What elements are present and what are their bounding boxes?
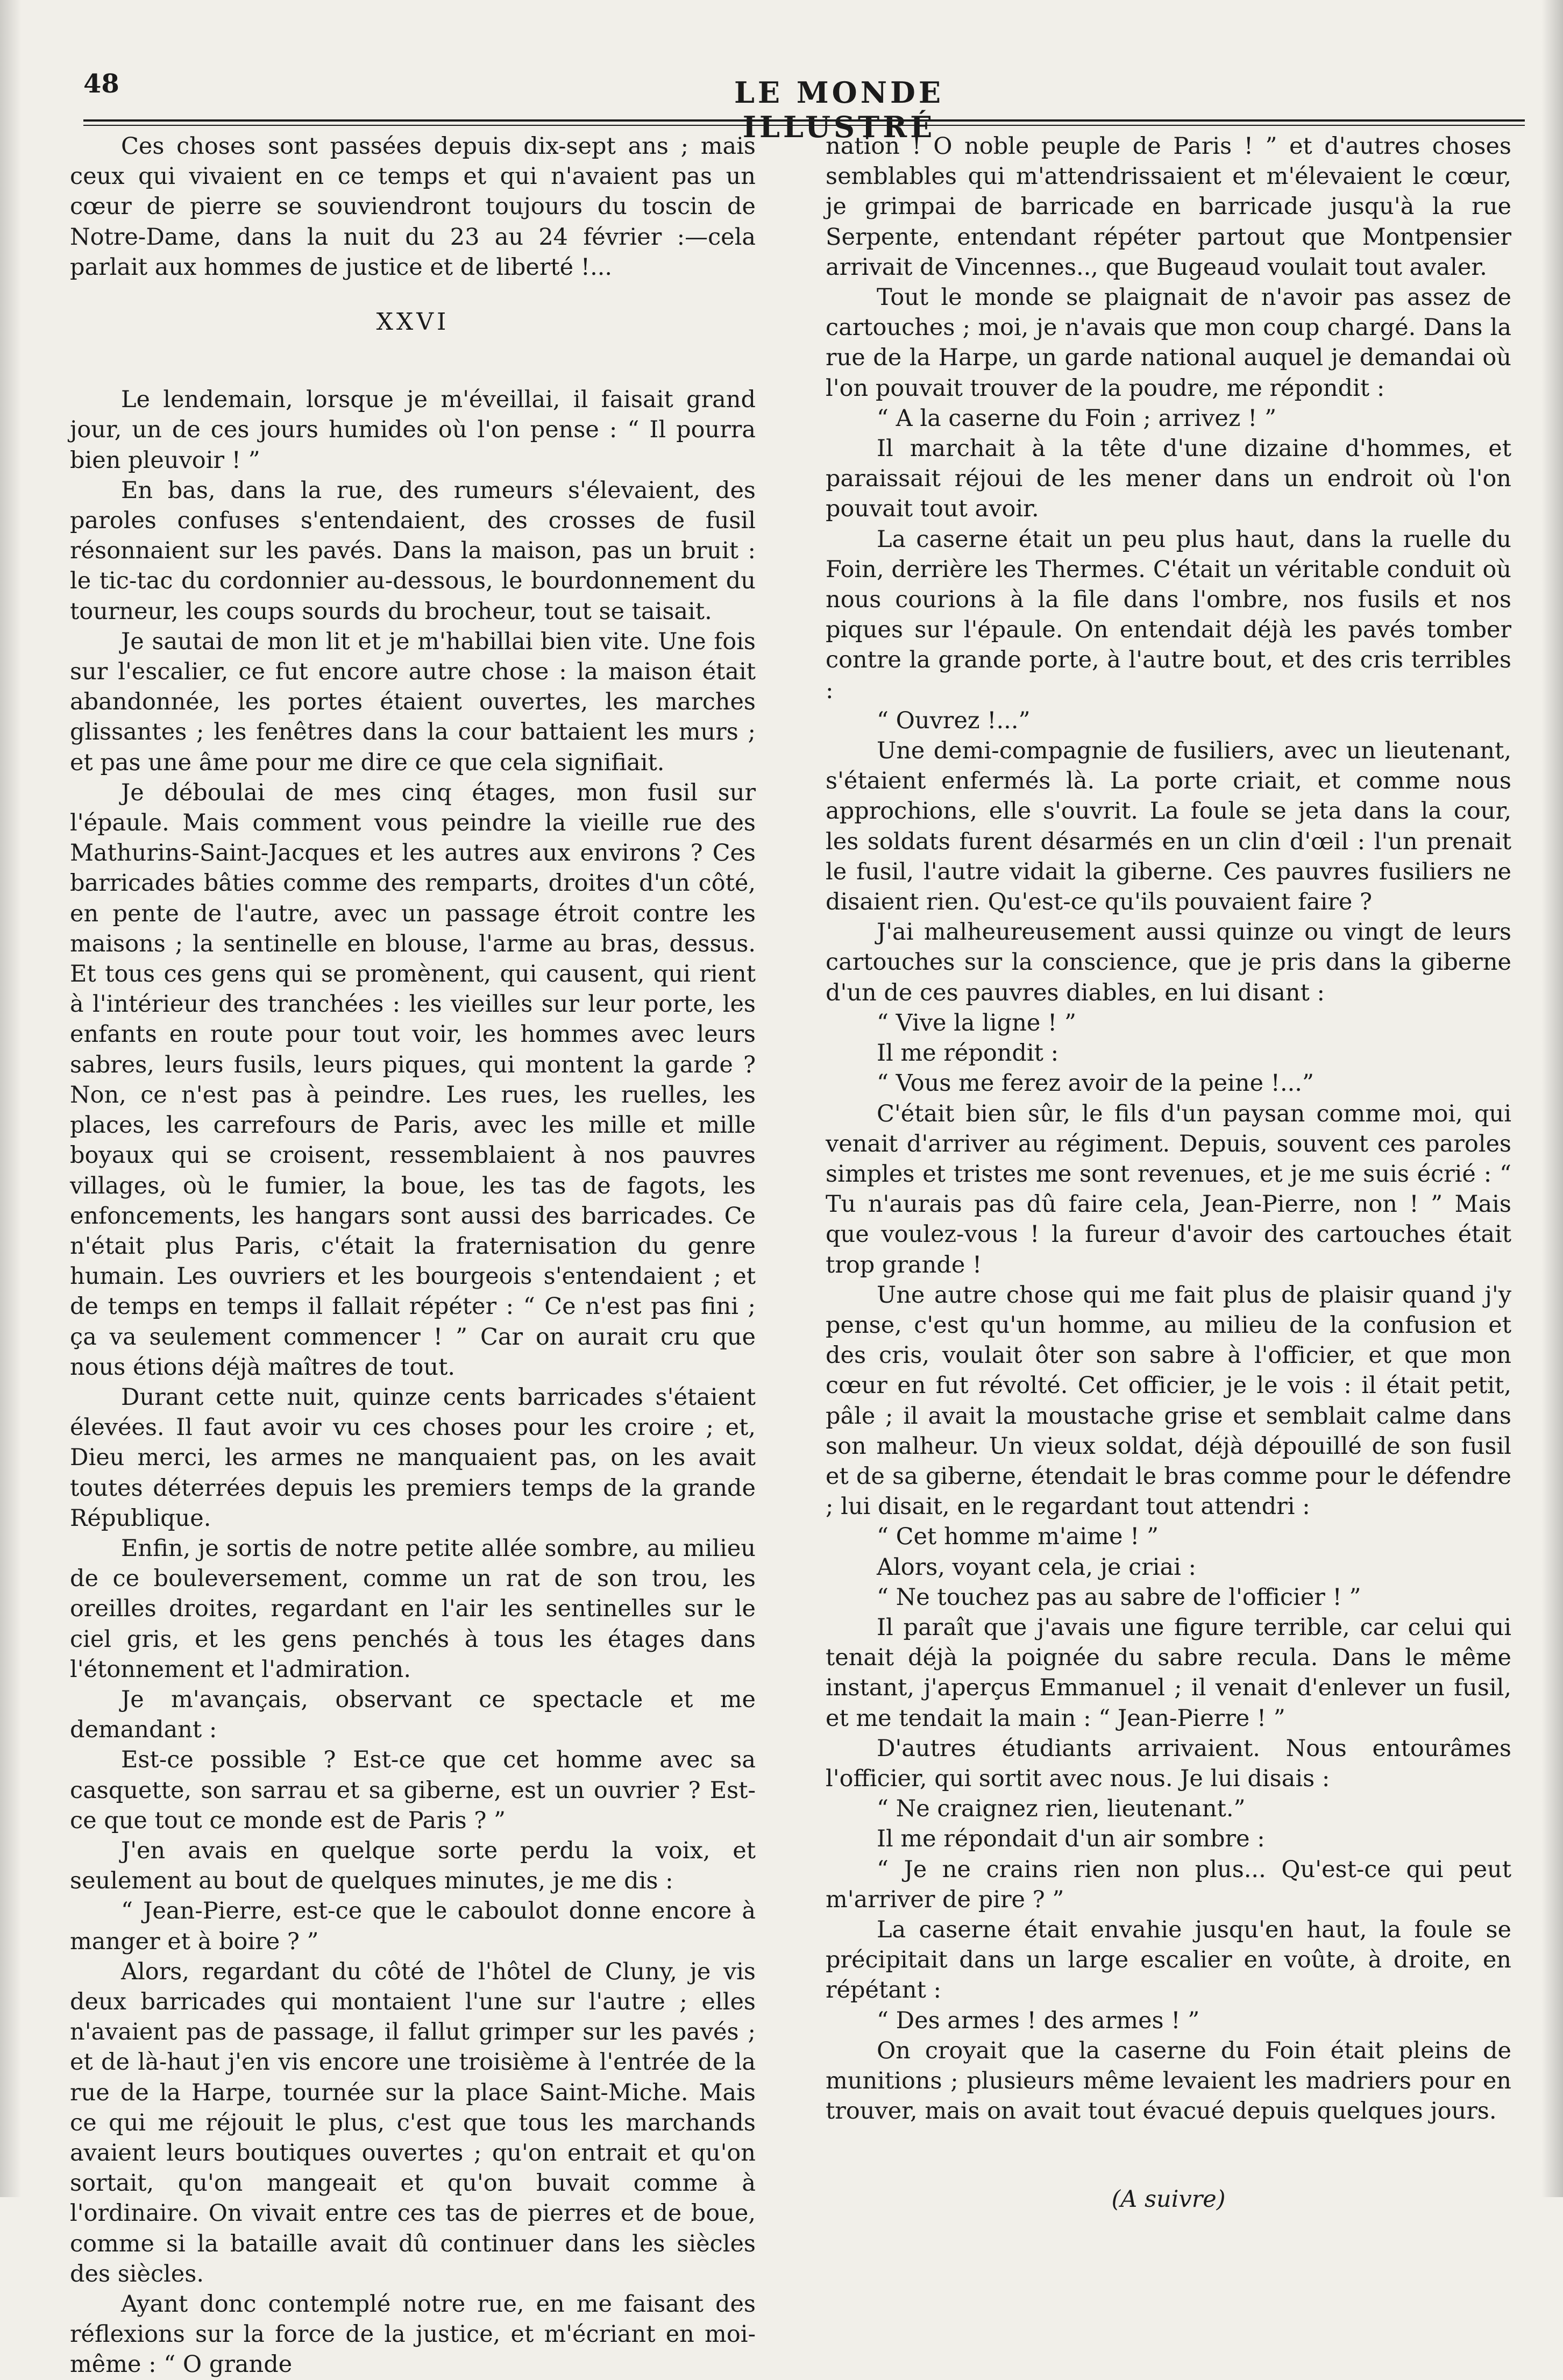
paragraph: “ Vive la ligne ! ” [877,1009,1076,1036]
paragraph: J'ai malheureusement aussi quinze ou vingt de leurs cartouches sur la conscience, que je pris dans la giberne d'un de ces pauvres diables, en lui disant : [826,919,1511,1006]
paragraph: Je m'avançais, observant ce spectacle et me demandant : [70,1686,756,1744]
paragraph: “ Cet homme m'aime ! ” [877,1523,1159,1551]
paragraph: Une demi-compagnie de fusiliers, avec un lieutenant, s'étaient enfermés là. La porte criait, et comme nous approchions, elle s'ouvrit. La foule se jeta dans la cour, les soldats furent désarmés en un clin d'œil : l'un prenait le fusil, l'autre vidait la giberne. Ces pauvres fusiliers ne disaient rien. Qu'est-ce qu'ils pouvaient faire ? [826,737,1511,916]
paragraph: Il paraît que j'avais une figure terrible, car celui qui tenait déjà la poignée du sabre recula. Dans le même instant, j'aperçus Emmanuel ; il venait d'enlever un fusil, et me tendait la main : “ Jean-Pierre ! ” [826,1614,1511,1732]
paragraph: nation ! O noble peuple de Paris ! ” et d'autres choses semblables qui m'attendrissaient et m'élevaient le cœur, je grimpai de barricade en barricade jusqu'à la rue Serpente, entendant répéter partout que Montpensier arrivait de Vincennes.., que Bugeaud voulait tout avaler. [826,133,1511,281]
header-rule [83,119,1525,122]
paragraph: D'autres étudiants arrivaient. Nous entourâmes l'officier, qui sortit avec nous. Je lui disais : [826,1735,1511,1792]
paragraph: “ Je ne crains rien non plus... Qu'est-ce qui peut m'arriver de pire ? ” [826,1856,1511,1913]
paragraph: Je sautai de mon lit et je m'habillai bien vite. Une fois sur l'escalier, ce fut encore autre chose : la maison était abandonnée, les portes étaient ouvertes, les marches glissantes ; les fenêtres dans la cour battaient les murs ; et pas une âme pour me dire ce que cela signifiait. [70,628,756,776]
left-column [70,131,756,2380]
right-column [826,131,1511,2215]
paragraph: “ Ne craignez rien, lieutenant.” [877,1795,1246,1823]
paragraph: “ Des armes ! des armes ! ” [877,2007,1200,2034]
scan-left-edge [0,0,22,2197]
paragraph: Tout le monde se plaignait de n'avoir pas assez de cartouches ; moi, je n'avais que mon coup chargé. Dans la rue de la Harpe, un garde national auquel je demandai où l'on pouvait trouver de la poudre, me répondit : [826,284,1511,402]
paragraph: Il me répondait d'un air sombre : [877,1825,1265,1853]
paragraph: La caserne était un peu plus haut, dans la ruelle du Foin, derrière les Thermes. C'était un véritable conduit où nous courions à la file dans l'ombre, nos fusils et nos piques sur l'épaule. On entendait déjà les pavés tomber contre la grande porte, à l'autre bout, et des cris terribles : [826,525,1511,704]
paragraph: Ces choses sont passées depuis dix-sept ans ; mais ceux qui vivaient en ce temps et qui n'avaient pas un cœur de pierre se souviendront toujours du toscin de Notre-Dame, dans la nuit du 23 au 24 février :—cela parlait aux hommes de justice et de liberté !... [70,133,756,281]
paragraph: Enfin, je sortis de notre petite allée sombre, au milieu de ce bouleversement, comme un rat de son trou, les oreilles droites, regardant en l'air les sentinelles sur le ciel gris, et les gens penchés à tous les étages dans l'étonnement et l'admiration. [70,1534,756,1683]
publication-title: LE MONDE ILLUSTRÉ [734,75,944,144]
paragraph: Alors, voyant cela, je criai : [877,1553,1197,1581]
paragraph: La caserne était envahie jusqu'en haut, la foule se précipitait dans un large escalier en voûte, à droite, en répétant : [826,1916,1511,2004]
page-number: 48 [83,69,119,99]
paragraph: Il marchait à la tête d'une dizaine d'hommes, et paraissait réjoui de les mener dans un endroit où l'on pouvait tout avoir. [826,435,1511,523]
paragraph: C'était bien sûr, le fils d'un paysan comme moi, qui venait d'arriver au régiment. Depuis, souvent ces paroles simples et tristes me sont revenues, et je me suis écrié : “ Tu n'aurais pas dû faire cela, Jean-Pierre, non ! ” Mais que voulez-vous ! la fureur d'avoir des cartouches était trop grande ! [826,1100,1511,1278]
scan-right-edge [1541,0,1563,2197]
to-be-continued: (A suivre) [1111,2186,1226,2213]
paragraph: En bas, dans la rue, des rumeurs s'élevaient, des paroles confuses s'entendaient, des crosses de fusil résonnaient sur les pavés. Dans la maison, pas un bruit : le tic-tac du cordonnier au-dessous, le bourdonnement du tourneur, les coups sourds du brocheur, tout se taisait. [70,477,756,625]
paragraph: J'en avais en quelque sorte perdu la voix, et seulement au bout de quelques minutes, je me dis : [70,1837,756,1895]
paragraph: Ayant donc contemplé notre rue, en me faisant des réflexions sur la force de la justice, et m'écriant en moi-même : “ O grande [70,2291,756,2378]
paragraph: “ Ouvrez !...” [877,707,1031,734]
paragraph: “ Jean-Pierre, est-ce que le caboulot donne encore à manger et à boire ? ” [70,1898,756,1955]
paragraph: “ A la caserne du Foin ; arrivez ! ” [877,404,1277,432]
paragraph: Est-ce possible ? Est-ce que cet homme avec sa casquette, son sarrau et sa giberne, est un ouvrier ? Est-ce que tout ce monde est de Paris ? ” [70,1746,756,1834]
paragraph: “ Ne touchez pas au sabre de l'officier ! ” [877,1583,1361,1611]
paragraph: “ Vous me ferez avoir de la peine !...” [877,1070,1314,1097]
chapter-heading: XXVI [376,308,450,336]
paragraph: Je déboulai de mes cinq étages, mon fusil sur l'épaule. Mais comment vous peindre la vieille rue des Mathurins-Saint-Jacques et les autres aux environs ? Ces barricades bâties comme des remparts, droites d'un côté, en pente de l'autre, avec un passage étroit contre les maisons ; la sentinelle en blouse, l'arme au bras, dessus. Et tous ces gens qui se promènent, qui causent, qui rient à l'intérieur des tranchées : les vieilles sur leur porte, les enfants en route pour tout voir, les hommes avec leurs sabres, leurs fusils, leurs piques, qui montent la garde ? Non, ce n'est pas à peindre. Les rues, les ruelles, les places, les carrefours de Paris, avec les mille et mille boyaux qui se croisent, ressemblaient à nos pauvres villages, où le fumier, la boue, les tas de fagots, les enfoncements, les hangars sont aussi des barricades. Ce n'était plus Paris, c'était la fraternisation du genre humain. Les ouvriers et les bourgeois s'entendaient ; et de temps en temps il fallait répéter : “ Ce n'est pas fini ; ça va seulement commencer ! ” Car on aurait cru que nous étions déjà maîtres de tout. [70,779,756,1381]
paragraph: Une autre chose qui me fait plus de plaisir quand j'y pense, c'est qu'un homme, au milieu de la confusion et des cris, voulait ôter son sabre à l'officier, et que mon cœur en fut révolté. Cet officier, je le vois : il était petit, pâle ; il avait la moustache grise et semblait calme dans son malheur. Un vieux soldat, déjà dépouillé de son fusil et de sa giberne, étendait le bras comme pour le défendre ; lui disait, en le regardant tout attendri : [826,1281,1511,1521]
paragraph: Durant cette nuit, quinze cents barricades s'étaient élevées. Il faut avoir vu ces choses pour les croire ; et, Dieu merci, les armes ne manquaient pas, on les avait toutes déterrées depuis les premiers temps de la grande République. [70,1383,756,1532]
paragraph: Le lendemain, lorsque je m'éveillai, il faisait grand jour, un de ces jours humides où l'on pense : “ Il pourra bien pleuvoir ! ” [70,386,756,474]
header-rule-thin [83,125,1525,126]
paragraph: Il me répondit : [877,1040,1059,1067]
paragraph: On croyait que la caserne du Foin était pleins de munitions ; plusieurs même levaient les madriers pour en trouver, mais on avait tout évacué depuis quelques jours. [826,2037,1511,2125]
paragraph: Alors, regardant du côté de l'hôtel de Cluny, je vis deux barricades qui montaient l'une sur l'autre ; elles n'avaient pas de passage, il fallut grimper sur les pavés ; et de là-haut j'en vis encore une troisième à l'entrée de la rue de la Harpe, tournée sur la place Saint-Miche. Mais ce qui me réjouit le plus, c'est que tous les marchands avaient leurs boutiques ouvertes ; qu'on entrait et qu'on sortait, qu'on mangeait et qu'on buvait comme à l'ordinaire. On vivait entre ces tas de pierres et de boue, comme si la bataille avait dû continuer dans les siècles des siècles. [70,1958,756,2287]
